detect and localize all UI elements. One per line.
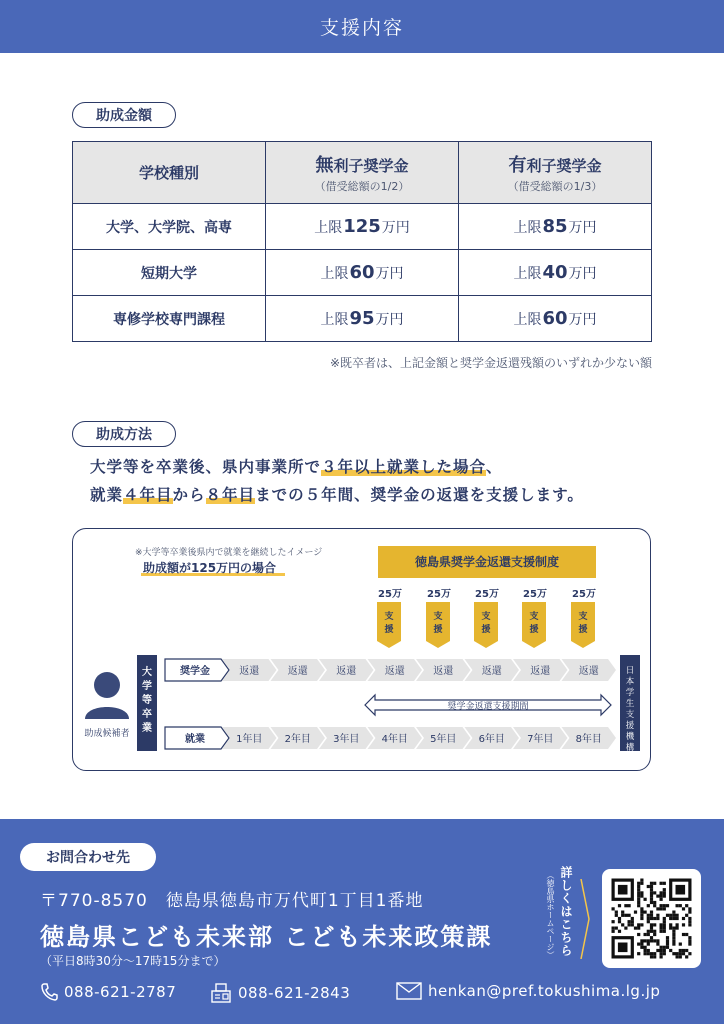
qr-module xyxy=(640,946,643,949)
qr-module xyxy=(615,927,618,930)
qr-module xyxy=(676,952,679,955)
section-label-amount: 助成金額 xyxy=(72,102,176,128)
department-name: 徳島県こども未来部 こども未来政策課 xyxy=(40,923,493,951)
chevron-right-icon xyxy=(578,879,592,959)
contact-label: お問合わせ先 xyxy=(20,843,156,871)
scholarship-label: 奨学金 xyxy=(180,666,210,677)
address: 〒770-8570 徳島県徳島市万代町1丁目1番地 xyxy=(40,891,424,911)
school-type-cell: 専修学校専門課程 xyxy=(73,296,266,342)
qr-module xyxy=(650,885,653,888)
qr-module xyxy=(637,904,640,907)
support-label: 支 xyxy=(433,612,443,622)
qr-module xyxy=(663,923,666,926)
qr-module xyxy=(644,939,647,942)
qr-module xyxy=(650,923,653,926)
qr-module xyxy=(663,895,666,898)
employment-chevron-label: 8年目 xyxy=(575,734,602,745)
qr-module xyxy=(672,933,675,936)
qr-module xyxy=(653,933,656,936)
page-title: 支援内容 xyxy=(319,17,404,39)
qr-module xyxy=(679,943,682,946)
table-row xyxy=(73,250,652,296)
school-type-cell: 短期大学 xyxy=(73,250,266,296)
more-info-sub: （徳島県ホームページ） xyxy=(546,871,555,959)
org-label: 構 xyxy=(625,743,635,753)
qr-finder xyxy=(618,943,628,953)
qr-module xyxy=(653,930,656,933)
qr-module xyxy=(676,904,679,907)
qr-module xyxy=(628,914,631,917)
qr-module xyxy=(672,952,675,955)
qr-module xyxy=(663,882,666,885)
school-type-cell: 大学、大学院、高専 xyxy=(73,204,266,250)
interest-bearing-cell: 上限40万円 xyxy=(459,250,652,296)
qr-module xyxy=(628,920,631,923)
support-diagram xyxy=(72,528,651,771)
qr-module xyxy=(653,904,656,907)
qr-module xyxy=(647,885,650,888)
qr-module xyxy=(640,939,643,942)
qr-finder xyxy=(618,885,628,895)
qr-module xyxy=(640,911,643,914)
qr-module xyxy=(688,952,691,955)
qr-module xyxy=(637,943,640,946)
scholarship-chevron-label: 返還 xyxy=(433,666,454,677)
header-interest-bearing: 有利子奨学金 （借受総額の1/3） xyxy=(459,142,652,204)
qr-module xyxy=(663,904,666,907)
qr-module xyxy=(656,917,659,920)
qr-module xyxy=(656,949,659,952)
qr-module xyxy=(621,911,624,914)
qr-module xyxy=(666,914,669,917)
header-bar xyxy=(0,0,724,53)
qr-module xyxy=(631,923,634,926)
qr-module xyxy=(621,923,624,926)
qr-module xyxy=(647,943,650,946)
qr-module xyxy=(650,891,653,894)
qr-module xyxy=(650,917,653,920)
office-hours: （平日8時30分～17時15分まで） xyxy=(40,954,226,968)
support-amount: 25万 xyxy=(378,589,402,600)
qr-module xyxy=(640,914,643,917)
table-header-row xyxy=(73,142,652,204)
qr-module xyxy=(666,943,669,946)
qr-module xyxy=(640,943,643,946)
qr-module xyxy=(679,949,682,952)
employment-chevron-label: 1年目 xyxy=(236,734,263,745)
period-label: 奨学金返還支援期間 xyxy=(447,702,529,712)
qr-module xyxy=(624,904,627,907)
qr-module xyxy=(653,923,656,926)
employment-chevron-label: 2年目 xyxy=(284,734,311,745)
qr-module xyxy=(682,923,685,926)
qr-module xyxy=(647,933,650,936)
qr-module xyxy=(647,904,650,907)
qr-module xyxy=(618,917,621,920)
qr-module xyxy=(669,923,672,926)
fax-number[interactable]: 088-621-2843 xyxy=(238,984,351,1002)
qr-module xyxy=(647,930,650,933)
qr-module xyxy=(640,895,643,898)
qr-module xyxy=(644,911,647,914)
qr-module xyxy=(685,914,688,917)
graduate-label: 大 xyxy=(142,667,152,678)
org-label: 生 xyxy=(625,699,635,709)
qr-module xyxy=(656,907,659,910)
qr-module xyxy=(615,914,618,917)
interest-free-cell: 上限60万円 xyxy=(266,250,459,296)
qr-module xyxy=(672,943,675,946)
qr-module xyxy=(688,943,691,946)
qr-module xyxy=(650,888,653,891)
employment-chevron-label: 3年目 xyxy=(333,734,360,745)
qr-module xyxy=(666,936,669,939)
qr-module xyxy=(663,891,666,894)
qr-module xyxy=(653,917,656,920)
qr-module xyxy=(679,955,682,958)
person-label: 助成候補者 xyxy=(84,729,130,739)
qr-module xyxy=(650,895,653,898)
qr-module xyxy=(660,927,663,930)
qr-module xyxy=(637,888,640,891)
qr-module xyxy=(650,914,653,917)
qr-module xyxy=(650,927,653,930)
support-label: 支 xyxy=(578,612,588,622)
qr-module xyxy=(644,933,647,936)
qr-module xyxy=(676,923,679,926)
qr-module xyxy=(637,901,640,904)
qr-module xyxy=(660,904,663,907)
qr-module xyxy=(660,952,663,955)
org-label: 機 xyxy=(625,732,635,742)
org-label: 支 xyxy=(625,710,635,720)
qr-module xyxy=(685,955,688,958)
qr-module xyxy=(682,933,685,936)
qr-module xyxy=(640,917,643,920)
graduate-label: 卒 xyxy=(142,709,152,720)
qr-module xyxy=(676,914,679,917)
support-amount: 25万 xyxy=(523,589,547,600)
section-label-method: 助成方法 xyxy=(72,421,176,447)
qr-module xyxy=(618,904,621,907)
qr-finder xyxy=(676,885,686,895)
qr-module xyxy=(656,943,659,946)
qr-module xyxy=(663,927,666,930)
qr-module xyxy=(621,914,624,917)
interest-free-cell: 上限125万円 xyxy=(266,204,459,250)
support-label: 支 xyxy=(529,612,539,622)
qr-module xyxy=(628,904,631,907)
qr-module xyxy=(637,923,640,926)
method-line-1: 大学等を卒業後、県内事業所で３年以上就業した場合、 xyxy=(90,458,503,476)
qr-module xyxy=(672,911,675,914)
qr-module xyxy=(669,949,672,952)
qr-module xyxy=(688,911,691,914)
qr-module xyxy=(637,885,640,888)
qr-module xyxy=(663,920,666,923)
qr-module xyxy=(612,927,615,930)
email-contact[interactable] xyxy=(396,982,660,1000)
qr-module xyxy=(650,955,653,958)
qr-module xyxy=(653,955,656,958)
qr-module xyxy=(631,917,634,920)
qr-module xyxy=(647,917,650,920)
phone-number[interactable]: 088-621-2787 xyxy=(64,983,177,1001)
case-label: 助成額が125万円の場合 xyxy=(143,561,277,575)
qr-module xyxy=(631,920,634,923)
scholarship-chevron-label: 返還 xyxy=(481,666,502,677)
support-label: 支 xyxy=(384,612,394,622)
qr-module xyxy=(612,920,615,923)
qr-module xyxy=(647,952,650,955)
qr-module xyxy=(669,914,672,917)
qr-module xyxy=(672,939,675,942)
qr-module xyxy=(644,949,647,952)
qr-module xyxy=(688,936,691,939)
qr-module xyxy=(660,907,663,910)
qr-module xyxy=(663,888,666,891)
phone-contact[interactable] xyxy=(40,982,176,1002)
qr-module xyxy=(656,895,659,898)
qr-module xyxy=(660,891,663,894)
employment-chevron-label: 5年目 xyxy=(430,734,457,745)
support-label: 援 xyxy=(529,625,539,635)
qr-module xyxy=(612,907,615,910)
interest-free-cell: 上限95万円 xyxy=(266,296,459,342)
qr-module xyxy=(637,933,640,936)
qr-module xyxy=(640,882,643,885)
qr-module xyxy=(647,914,650,917)
qr-module xyxy=(612,930,615,933)
qr-module xyxy=(650,952,653,955)
qr-module xyxy=(660,882,663,885)
qr-module xyxy=(640,907,643,910)
qr-module xyxy=(688,923,691,926)
qr-module xyxy=(637,952,640,955)
qr-module xyxy=(653,882,656,885)
qr-module xyxy=(656,939,659,942)
qr-module xyxy=(669,917,672,920)
qr-module xyxy=(685,933,688,936)
graduate-label: 学 xyxy=(142,681,152,692)
qr-module xyxy=(637,898,640,901)
fax-contact[interactable] xyxy=(210,982,350,1004)
qr-module xyxy=(660,946,663,949)
qr-module xyxy=(672,914,675,917)
qr-module xyxy=(660,923,663,926)
qr-module xyxy=(650,936,653,939)
email-address[interactable]: henkan@pref.tokushima.lg.jp xyxy=(428,982,661,1000)
grant-amount-table xyxy=(72,141,652,342)
qr-module xyxy=(663,946,666,949)
qr-module xyxy=(653,891,656,894)
phone-icon xyxy=(40,982,58,1002)
graduate-label: 業 xyxy=(142,723,152,734)
qr-module xyxy=(640,879,643,882)
employment-chevron-label: 7年目 xyxy=(527,734,554,745)
header-school-type: 学校種別 xyxy=(73,142,266,204)
qr-module xyxy=(634,927,637,930)
qr-module xyxy=(615,911,618,914)
qr-module xyxy=(660,949,663,952)
qr-module xyxy=(666,939,669,942)
program-title: 徳島県奨学金返還支援制度 xyxy=(414,555,560,569)
fax-icon xyxy=(210,982,232,1004)
amount-note: ※既卒者は、上記金額と奨学金返還残額のいずれか少ない額 xyxy=(329,356,652,370)
qr-module xyxy=(666,946,669,949)
qr-module xyxy=(637,927,640,930)
diagram-note: ※大学等卒業後県内で就業を継続したイメージ xyxy=(135,548,323,558)
qr-module xyxy=(663,952,666,955)
employment-chevron-label: 6年目 xyxy=(478,734,505,745)
scholarship-chevron-label: 返還 xyxy=(239,666,260,677)
support-label: 援 xyxy=(384,625,394,635)
org-label: 学 xyxy=(625,688,635,698)
header-interest-free: 無利子奨学金 （借受総額の1/2） xyxy=(266,142,459,204)
support-label: 援 xyxy=(578,625,588,635)
qr-module xyxy=(624,927,627,930)
qr-module xyxy=(672,936,675,939)
contact-footer xyxy=(0,819,724,1024)
qr-module xyxy=(650,898,653,901)
qr-module xyxy=(640,923,643,926)
qr-module xyxy=(660,930,663,933)
qr-module xyxy=(688,939,691,942)
table-row xyxy=(73,296,652,342)
qr-module xyxy=(666,904,669,907)
qr-module xyxy=(663,917,666,920)
qr-module xyxy=(653,952,656,955)
employment-chevron-label: 4年目 xyxy=(381,734,408,745)
qr-code[interactable] xyxy=(602,869,701,968)
qr-module xyxy=(660,895,663,898)
support-timeline xyxy=(73,529,652,772)
qr-module xyxy=(650,939,653,942)
qr-module xyxy=(644,898,647,901)
support-amount: 25万 xyxy=(572,589,596,600)
qr-module xyxy=(663,949,666,952)
support-amount: 25万 xyxy=(427,589,451,600)
support-label: 支 xyxy=(481,612,491,622)
person-icon-body xyxy=(85,707,129,719)
qr-module xyxy=(637,882,640,885)
more-info-label: 詳しくはこちら xyxy=(559,866,573,957)
employment-label: 就業 xyxy=(185,734,205,745)
qr-module xyxy=(676,917,679,920)
scholarship-chevron-label: 返還 xyxy=(578,666,599,677)
scholarship-chevron-label: 返還 xyxy=(287,666,308,677)
qr-module xyxy=(685,904,688,907)
qr-module xyxy=(676,955,679,958)
scholarship-chevron-label: 返還 xyxy=(384,666,405,677)
method-line-2: 就業４年目から８年目までの５年間、奨学金の返還を支援します。 xyxy=(90,486,584,504)
person-icon-head xyxy=(94,672,120,698)
qr-module xyxy=(676,927,679,930)
qr-module xyxy=(682,949,685,952)
support-label: 援 xyxy=(433,625,443,635)
org-label: 援 xyxy=(625,721,635,731)
qr-module xyxy=(688,917,691,920)
qr-module xyxy=(650,930,653,933)
qr-module xyxy=(618,920,621,923)
support-label: 援 xyxy=(481,625,491,635)
qr-module xyxy=(644,952,647,955)
qr-module xyxy=(650,882,653,885)
qr-module xyxy=(637,891,640,894)
org-label: 本 xyxy=(625,677,635,687)
qr-module xyxy=(644,946,647,949)
interest-bearing-cell: 上限85万円 xyxy=(459,204,652,250)
qr-module xyxy=(624,914,627,917)
table-row xyxy=(73,204,652,250)
interest-bearing-cell: 上限60万円 xyxy=(459,296,652,342)
qr-module xyxy=(653,901,656,904)
scholarship-chevron-label: 返還 xyxy=(530,666,551,677)
qr-module xyxy=(628,923,631,926)
qr-module xyxy=(656,914,659,917)
qr-module xyxy=(660,955,663,958)
qr-module xyxy=(682,952,685,955)
qr-module xyxy=(647,949,650,952)
qr-module xyxy=(688,907,691,910)
qr-module xyxy=(637,895,640,898)
qr-module xyxy=(672,927,675,930)
qr-module xyxy=(640,891,643,894)
qr-module xyxy=(650,911,653,914)
qr-module xyxy=(634,911,637,914)
qr-module xyxy=(647,939,650,942)
mail-icon xyxy=(396,982,422,1000)
support-amount: 25万 xyxy=(475,589,499,600)
qr-module xyxy=(679,904,682,907)
org-label: 日 xyxy=(625,666,635,676)
qr-module xyxy=(682,917,685,920)
qr-module xyxy=(653,939,656,942)
graduate-label: 等 xyxy=(142,695,152,706)
qr-module xyxy=(663,907,666,910)
qr-module xyxy=(682,907,685,910)
qr-module xyxy=(663,930,666,933)
qr-module xyxy=(660,898,663,901)
qr-module xyxy=(688,920,691,923)
qr-module xyxy=(650,901,653,904)
scholarship-chevron-label: 返還 xyxy=(336,666,357,677)
qr-module xyxy=(647,920,650,923)
qr-module xyxy=(672,930,675,933)
qr-module xyxy=(618,930,621,933)
qr-module xyxy=(679,952,682,955)
qr-module xyxy=(685,949,688,952)
qr-module xyxy=(672,917,675,920)
qr-module xyxy=(669,927,672,930)
qr-code-image[interactable] xyxy=(602,869,701,968)
